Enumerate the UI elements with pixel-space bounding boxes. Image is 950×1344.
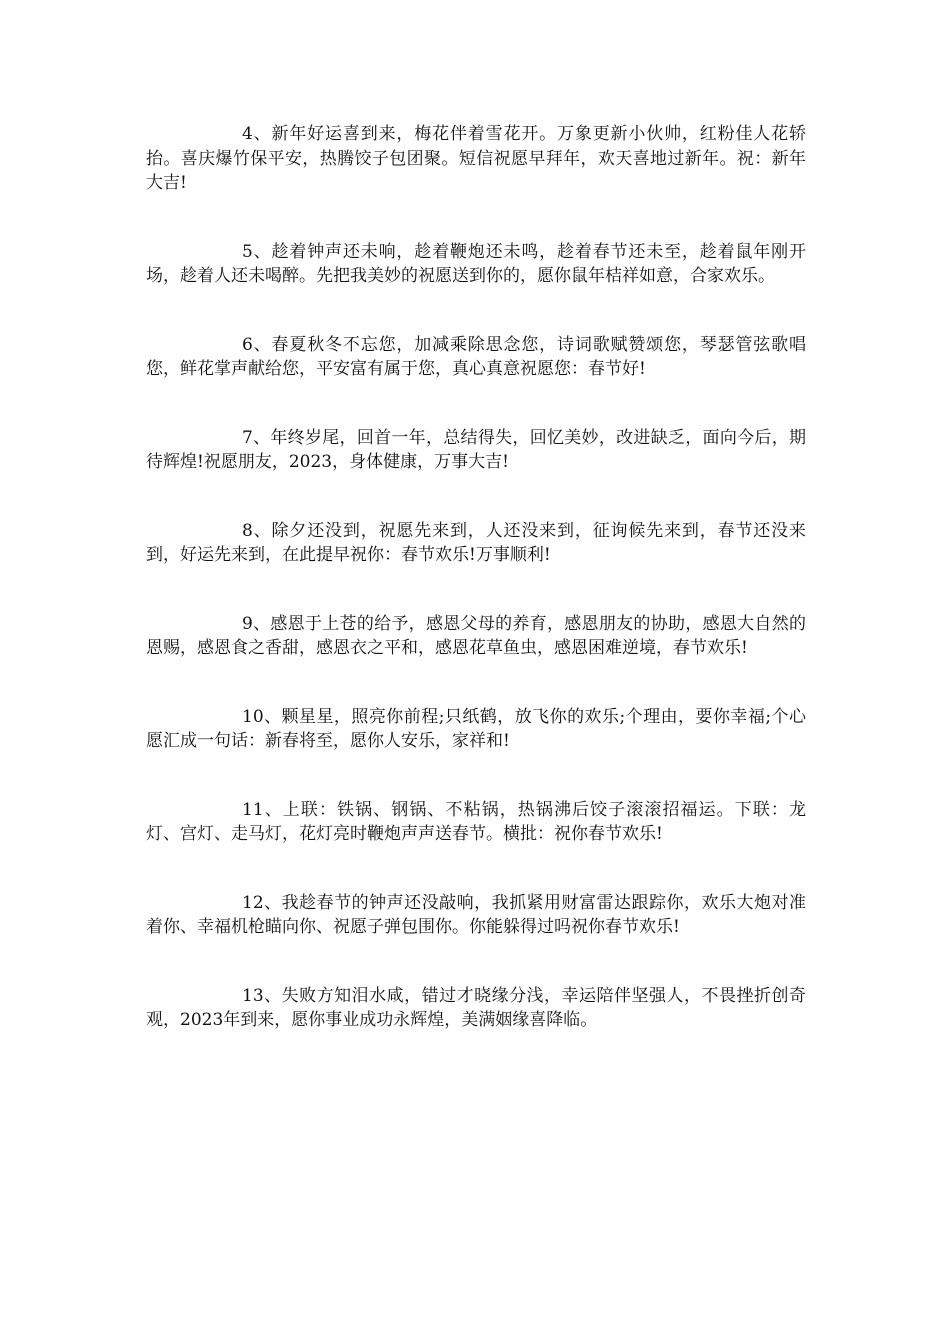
paragraph-4: 4、新年好运喜到来，梅花伴着雪花开。万象更新小伙帅，红粉佳人花轿抬。喜庆爆竹保平安，热腾饺子包团聚。短信祝愿早拜年，欢天喜地过新年。祝：新年大吉! <box>146 124 806 193</box>
paragraph-5: 5、趁着钟声还未响，趁着鞭炮还未鸣，趁着春节还未至，趁着鼠年刚开场，趁着人还未喝醉。先把我美妙的祝愿送到你的，愿你鼠年桔祥如意，合家欢乐。 <box>146 241 806 286</box>
paragraph-7: 7、年终岁尾，回首一年，总结得失，回忆美妙，改进缺乏，面向今后，期待辉煌!祝愿朋友，2023，身体健康，万事大吉! <box>146 427 806 472</box>
document-body <box>146 122 806 1033</box>
paragraph-13: 13、失败方知泪水咸，错过才晓缘分浅，幸运陪伴坚强人，不畏挫折创奇观，2023年到来，愿你事业成功永辉煌，美满姻缘喜降临。 <box>146 985 806 1030</box>
paragraph-12: 12、我趁春节的钟声还没敲响，我抓紧用财富雷达跟踪你，欢乐大炮对准着你、幸福机枪瞄向你、祝愿子弹包围你。你能躲得过吗祝你春节欢乐! <box>146 892 806 937</box>
paragraph-8: 8、除夕还没到，祝愿先来到，人还没来到，征询候先来到，春节还没来到，好运先来到，在此提早祝你：春节欢乐!万事顺利! <box>146 520 806 565</box>
paragraph-6: 6、春夏秋冬不忘您，加减乘除思念您，诗词歌赋赞颂您，琴瑟管弦歌唱您，鲜花掌声献给您，平安富有属于您，真心真意祝愿您：春节好! <box>146 334 806 379</box>
paragraph-9: 9、感恩于上苍的给予，感恩父母的养育，感恩朋友的协助，感恩大自然的恩赐，感恩食之香甜，感恩衣之平和，感恩花草鱼虫，感恩困难逆境，春节欢乐! <box>146 613 806 658</box>
paragraph-10: 10、颗星星，照亮你前程;只纸鹤，放飞你的欢乐;个理由，要你幸福;个心愿汇成一句话：新春将至，愿你人安乐，家祥和! <box>146 706 806 751</box>
paragraph-11: 11、上联：铁锅、钢锅、不粘锅，热锅沸后饺子滚滚招福运。下联：龙灯、宫灯、走马灯，花灯亮时鞭炮声声送春节。横批：祝你春节欢乐! <box>146 799 806 844</box>
